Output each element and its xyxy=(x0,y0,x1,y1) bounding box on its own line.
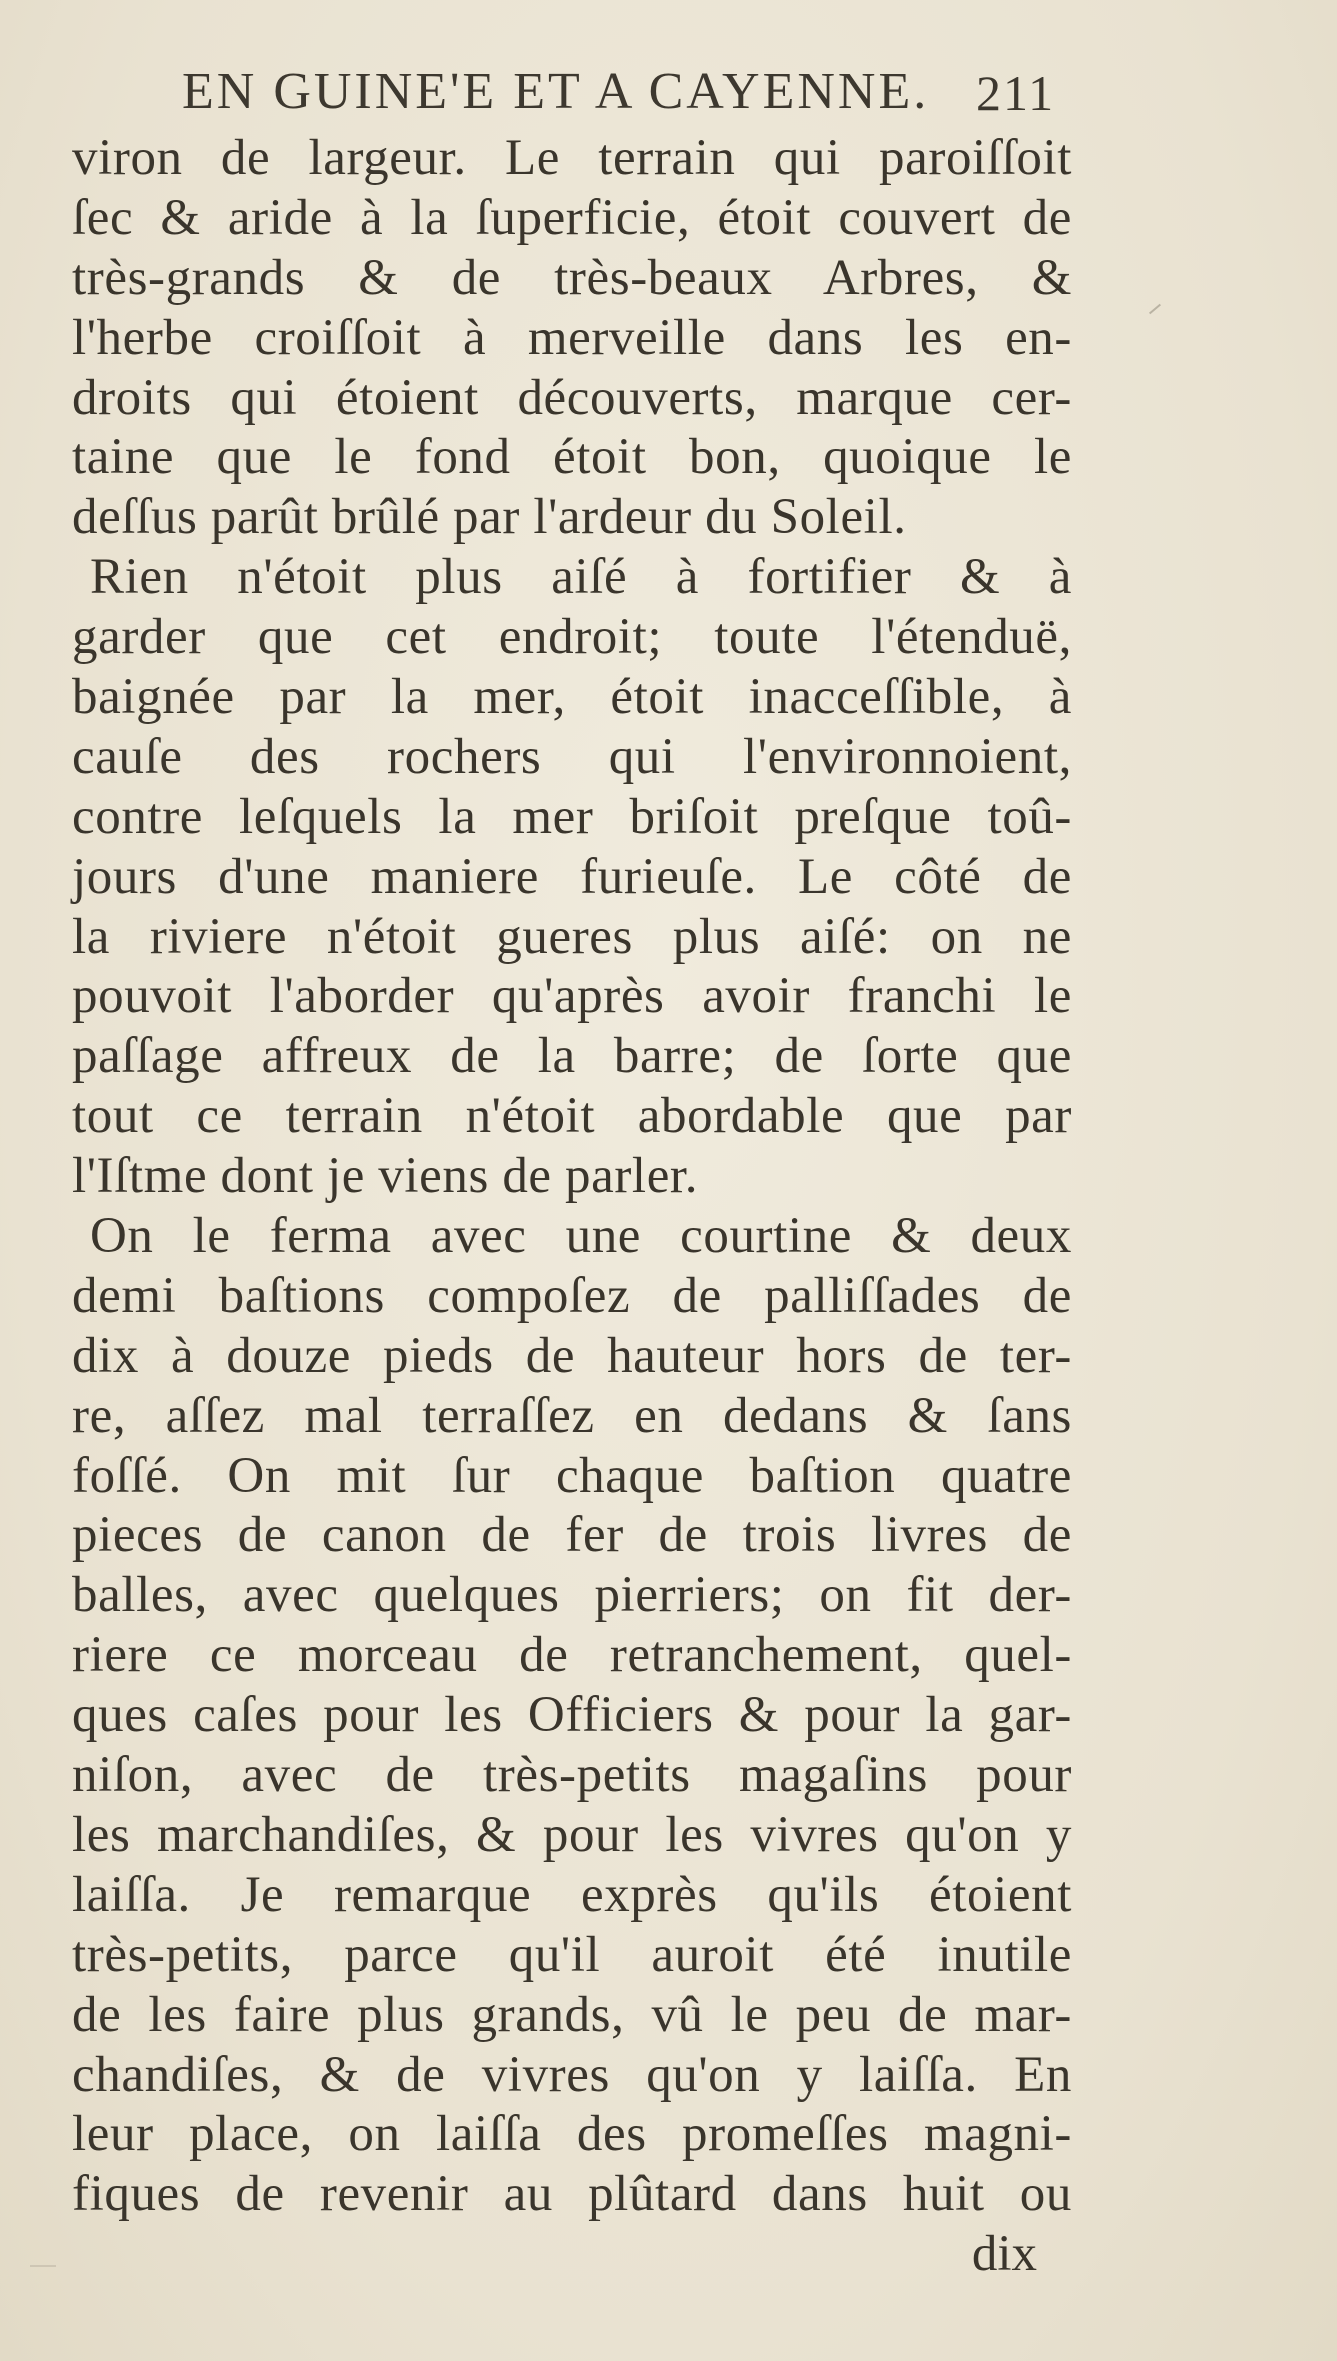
text-line: demi baſtions compoſez de palliſſades de xyxy=(72,1267,1072,1324)
text-line: baignée par la mer, étoit inacceſſible, à xyxy=(72,669,1072,726)
text-line: taine que le fond étoit bon, quoique le xyxy=(72,429,1072,486)
text-line: pieces de canon de fer de trois livres de xyxy=(72,1507,1072,1564)
running-head: EN GUINE'E ET A CAYENNE. xyxy=(182,63,930,120)
text-line: les marchandiſes, & pour les vivres qu'on y xyxy=(72,1806,1072,1863)
body-text xyxy=(72,129,1072,2285)
text-line: l'Iſtme dont je viens de parler. xyxy=(72,1148,699,1205)
text-line: cauſe des rochers qui l'environnoient, xyxy=(72,728,1072,785)
text-line: deſſus parût brûlé par l'ardeur du Soleil. xyxy=(72,489,907,546)
text-line: niſon, avec de très-petits magaſins pour xyxy=(72,1747,1072,1804)
text-line: très-petits, parce qu'il auroit été inutile xyxy=(72,1926,1072,1983)
text-line: de les faire plus grands, vû le peu de mar- xyxy=(72,1986,1072,2043)
text-line: dix à douze pieds de hauteur hors de ter- xyxy=(72,1327,1072,1384)
text-line: On le ferma avec une courtine & deux xyxy=(90,1208,1072,1265)
page-number: 211 xyxy=(976,65,1056,121)
text-line: balles, avec quelques pierriers; on fit der- xyxy=(72,1567,1072,1624)
text-line: Rien n'étoit plus aiſé à fortifier & à xyxy=(90,549,1072,606)
text-line: chandiſes, & de vivres qu'on y laiſſa. En xyxy=(72,2046,1072,2103)
text-line: fiques de revenir au plûtard dans huit ou xyxy=(72,2166,1072,2223)
ink-mark xyxy=(30,2265,56,2267)
text-line: tout ce terrain n'étoit abordable que par xyxy=(72,1088,1072,1145)
ink-mark xyxy=(1149,304,1161,315)
text-line: ſec & aride à la ſuperficie, étoit couvert de xyxy=(72,189,1072,246)
text-line: garder que cet endroit; toute l'étenduë, xyxy=(72,609,1072,666)
text-line: droits qui étoient découverts, marque cer- xyxy=(72,369,1072,426)
text-line: laiſſa. Je remarque exprès qu'ils étoient xyxy=(72,1866,1072,1923)
text-line: re, aſſez mal terraſſez en dedans & ſans xyxy=(72,1387,1072,1444)
text-line: viron de largeur. Le terrain qui paroiſſoit xyxy=(72,130,1072,186)
text-line: pouvoit l'aborder qu'après avoir franchi le xyxy=(72,968,1072,1025)
text-line: la riviere n'étoit gueres plus aiſé: on ne xyxy=(72,908,1072,965)
text-line: contre leſquels la mer briſoit preſque toû- xyxy=(72,788,1072,845)
catchword: dix xyxy=(971,2226,1037,2283)
text-line: riere ce morceau de retranchement, quel- xyxy=(72,1627,1072,1684)
text-line: foſſé. On mit ſur chaque baſtion quatre xyxy=(72,1447,1072,1504)
page-header xyxy=(0,62,1337,126)
text-line: ques caſes pour les Officiers & pour la gar- xyxy=(72,1687,1072,1744)
text-line: l'herbe croiſſoit à merveille dans les en- xyxy=(72,309,1072,366)
text-line: leur place, on laiſſa des promeſſes magni- xyxy=(72,2106,1072,2163)
text-line: très-grands & de très-beaux Arbres, & xyxy=(72,249,1072,306)
text-line: jours d'une maniere furieuſe. Le côté de xyxy=(72,848,1072,905)
text-line: paſſage affreux de la barre; de ſorte que xyxy=(72,1028,1072,1085)
